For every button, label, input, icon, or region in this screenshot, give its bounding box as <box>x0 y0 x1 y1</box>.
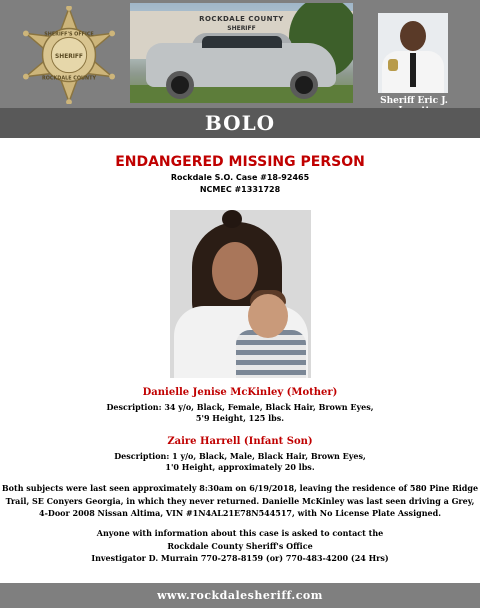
contact-line1: Anyone with information about this case is asked to contact the <box>96 528 384 538</box>
bolo-banner <box>0 108 480 138</box>
header-bar <box>0 0 480 108</box>
building-sign-line2: SHERIFF <box>227 25 256 32</box>
details-line1: Both subjects were last seen approximately 8:30am on 6/19/2018, leaving the residence of 580 Pine Ridge <box>1 483 479 493</box>
building-sign-line1: ROCKDALE COUNTY <box>199 15 284 23</box>
details-line3: 4-Door 2008 Nissan Altima, VIN #1N4AL21E78N544517, with No License Plate Assigned. <box>39 508 441 518</box>
contact-info <box>0 527 480 565</box>
last-seen-details <box>0 482 480 520</box>
footer-bar <box>0 583 480 608</box>
sheriff-portrait-photo <box>378 13 448 93</box>
badge-text-center: SHERIFF <box>55 53 83 60</box>
notice-title: ENDANGERED MISSING PERSON <box>115 154 365 170</box>
sheriff-star-badge-icon <box>20 6 118 104</box>
contact-line3: Investigator D. Murrain 770-278-8159 (or) 770-483-4200 (24 Hrs) <box>91 553 389 563</box>
person1-name: Danielle Jenise McKinley (Mother) <box>142 387 338 398</box>
missing-persons-photo <box>170 210 311 378</box>
footer-website-link[interactable]: www.rockdalesheriff.com <box>157 589 323 602</box>
person2-description-line1: Description: 1 y/o, Black, Male, Black Hair, Brown Eyes, <box>114 451 366 461</box>
bolo-label: BOLO <box>204 111 276 135</box>
details-line2: Trail, SE Conyers Georgia, in which they never returned. Danielle McKinley was last seen driving a Grey, <box>5 495 475 506</box>
person2-description-line2: 1'0 Height, approximately 20 lbs. <box>165 462 315 472</box>
badge-text-bottom: ROCKDALE COUNTY <box>42 75 96 82</box>
patrol-car-photo <box>130 3 353 103</box>
badge-text-top: SHERIFF'S OFFICE <box>44 31 94 38</box>
person1-description-line1: Description: 34 y/o, Black, Female, Black Hair, Brown Eyes, <box>106 402 374 412</box>
ncmec-number: NCMEC #1331728 <box>199 185 281 194</box>
contact-line2: Rockdale County Sheriff's Office <box>167 540 313 551</box>
person1-description-line2: 5'9 Height, 125 lbs. <box>195 413 285 423</box>
person2-name: Zaire Harrell (Infant Son) <box>167 436 313 447</box>
sheriff-name-caption: Sheriff Eric J. <box>380 96 448 106</box>
case-number: Rockdale S.O. Case #18-92465 <box>170 173 310 182</box>
